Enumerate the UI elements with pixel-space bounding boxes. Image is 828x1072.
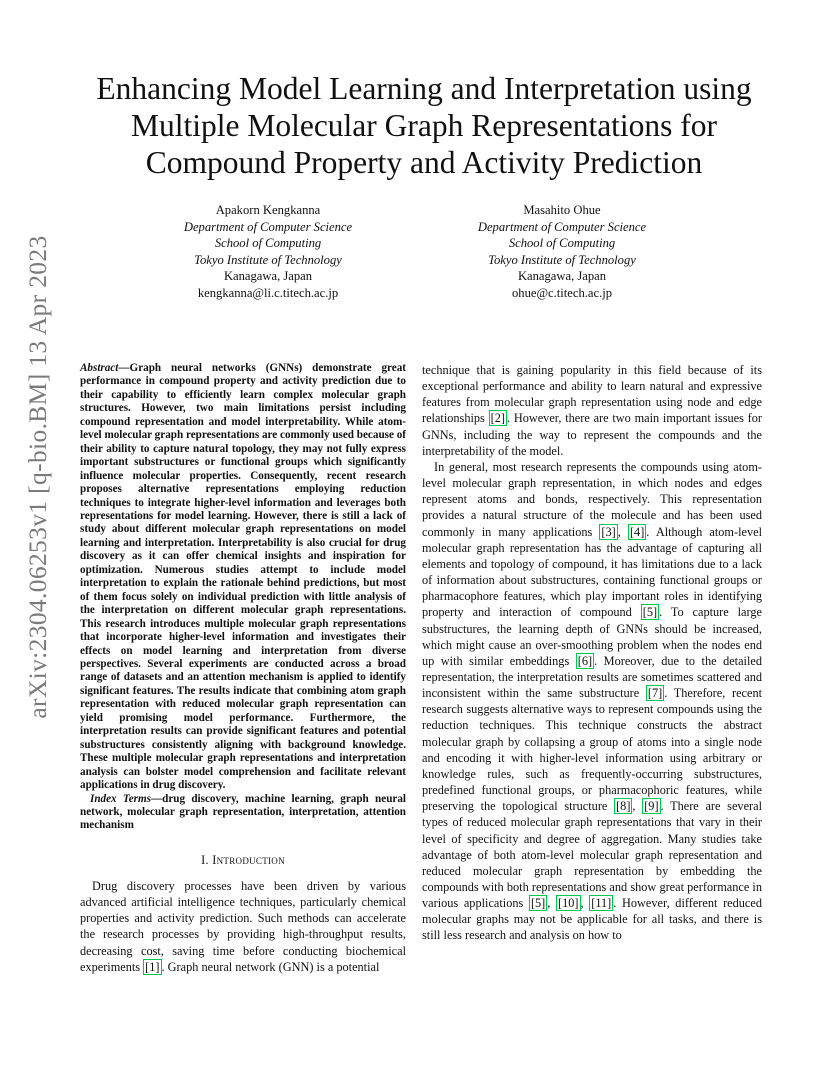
author-block-2	[412, 202, 712, 302]
paragraph-text: . Although atom-level molecular graph representation has the advantage of capturing all elements and topology of compound, it has limitations due to a lack of information about substructures, containing functional groups or pharmacophore features, which play important roles in identifying property and interaction of compound	[422, 524, 762, 620]
citation-link[interactable]: [7]	[647, 686, 663, 701]
author-department: Department of Computer Science	[477, 219, 647, 234]
author-email: ohue@c.titech.ac.jp	[511, 285, 613, 300]
author-email: kengkanna@li.c.titech.ac.jp	[197, 285, 339, 300]
index-terms	[80, 793, 406, 833]
paragraph-text: ,	[547, 896, 557, 911]
author-school: School of Computing	[508, 236, 616, 251]
intro-paragraph-2	[422, 459, 762, 944]
author-location: Kanagawa, Japan	[517, 269, 607, 284]
section-heading	[80, 852, 406, 868]
author-name: Apakorn Kengkanna	[215, 203, 321, 217]
abstract-lead: Abstract	[80, 362, 119, 374]
citation-link[interactable]: [8]	[616, 799, 631, 814]
author-school: School of Computing	[214, 236, 322, 251]
citation-link[interactable]: [10]	[558, 896, 579, 911]
citation-link[interactable]: [9]	[644, 799, 659, 814]
arxiv-side-identifier	[18, 235, 58, 719]
left-column	[80, 362, 406, 975]
paragraph-text: ,	[617, 524, 628, 539]
title-line: Multiple Molecular Graph Representations for	[130, 108, 718, 143]
author-block-1	[118, 202, 418, 302]
section-number: I.	[201, 852, 209, 867]
arxiv-identifier-text: arXiv:2304.06253v1 [q-bio.BM] 13 Apr 2023	[23, 235, 52, 719]
title-line: Compound Property and Activity Prediction	[145, 145, 703, 180]
intro-paragraph-1-continued	[422, 362, 762, 459]
paragraph-text: ,	[632, 799, 643, 814]
paragraph-text: . Moreover, due to the detailed representation, the interpretation results are sometimes scattered and inconsistent within the same substructure	[422, 653, 762, 701]
author-name: Masahito Ohue	[523, 203, 601, 217]
paragraph-text: . Graph neural network (GNN) is a potential	[161, 959, 380, 974]
paper-title	[40, 70, 808, 181]
paragraph-text: . To capture large substructures, the learning depth of GNNs should be increased, which might cause an over-smoothing problem when the nodes end up with similar embeddings	[422, 605, 762, 668]
paragraph-text: . Therefore, recent research suggests alternative ways to represent compounds using the reduction techniques. This technique constructs the abstract molecular graph by collapsing a group of atoms into a single node and encoding it with higher-level information using arbitrary or knowledge rules, such as frequently-occurring substructures, predefined functional groups, or pharmacophoric features, while preserving the topological structure	[422, 686, 763, 814]
citation-link[interactable]: [1]	[145, 959, 160, 974]
paragraph-text: Drug discovery processes have been driven by various advanced artificial intelligence techniques, particularly chemical properties and activity prediction. Such methods can accelerate the research processes by providing high-throughput results, decreasing cost, saving time before conducting biochemical experiments	[80, 879, 406, 974]
right-column	[422, 362, 762, 944]
citation-link[interactable]: [4]	[629, 524, 645, 539]
citation-link[interactable]: [5]	[642, 605, 658, 620]
paragraph-text: ,	[580, 896, 590, 911]
citation-link[interactable]: [6]	[577, 653, 593, 668]
index-terms-lead: Index Terms	[90, 792, 151, 805]
author-institute: Tokyo Institute of Technology	[488, 252, 636, 267]
index-terms-text: —drug discovery, machine learning, graph neural network, molecular graph representation, interpretation, attention mechanism	[80, 792, 406, 832]
author-location: Kanagawa, Japan	[223, 269, 313, 284]
paragraph-text: technique that is gaining popularity in this field because of its exceptional performance and ability to learn natural and expressive features from molecular graph representation using node and edge relationships	[422, 363, 762, 426]
abstract	[80, 362, 406, 793]
citation-link[interactable]: [5]	[530, 896, 546, 911]
author-department: Department of Computer Science	[183, 219, 353, 234]
citation-link[interactable]: [3]	[601, 524, 616, 539]
paragraph-text: . There are several types of reduced molecular graph representations that vary in their level of specificity and degree of aggregation. Many studies take advantage of both atom-level molecular graph representation and reduced molecular graph representation by embedding the compounds with both representations and show great performance in various applications	[422, 799, 762, 911]
citation-link[interactable]: [11]	[591, 896, 612, 911]
section-title: Introduction	[212, 852, 285, 867]
author-institute: Tokyo Institute of Technology	[194, 252, 342, 267]
paragraph-text: In general, most research represents the compounds using atom-level molecular graph representation, in which nodes and edges represent atoms and bonds, respectively. This representation provides a natural structure of the molecule and has been used commonly in many applications	[422, 459, 762, 539]
paragraph-text: . However, there are two main important issues for GNNs, including the way to represent the compounds and the interpretability of the model.	[422, 411, 763, 458]
paragraph-text: . However, different reduced molecular graphs may not be applicable for all tasks, and there is still less research and analysis on how to	[422, 896, 762, 943]
citation-link[interactable]: [2]	[490, 411, 505, 426]
abstract-text: —Graph neural networks (GNNs) demonstrate great performance in compound property and activity prediction due to their capability to efficiently learn complex molecular graph structures. However, two main limitations persist including compound representation and model interpretability. While atom-level molecular graph representations are commonly used because of their ability to capture natural topology, they may not fully express important substructures or functional groups which significantly influence molecular properties. Consequently, recent research proposes alternative representations employing reduction techniques to integrate higher-level information and leverages both representations for model learning. However, there is still a lack of study about different molecular graph representations on model learning and interpretation. Interpretability is also crucial for drug discovery as it can offer chemical insights and inspiration for optimization. Numerous studies attempt to include model interpretation to explain the rationale behind predictions, but most of them focus solely on individual prediction with little analysis of the interpretation on different molecular graph representations. This research introduces multiple molecular graph representations that incorporate higher-level information and investigates their effects on model learning and interpretation from diverse perspectives. Several experiments are conducted across a broad range of datasets and an attention mechanism is applied to identify significant features. The results indicate that combining atom graph representation with reduced molecular graph representation can yield promising model performance. Furthermore, the interpretation results can provide significant features and potential substructures consistently aligning with background knowledge. These multiple molecular graph representations and interpretation analysis can bolster model comprehension and facilitate relevant applications in drug discovery.	[80, 362, 406, 792]
intro-paragraph-1	[80, 878, 406, 975]
title-line: Enhancing Model Learning and Interpretation using	[96, 71, 752, 106]
